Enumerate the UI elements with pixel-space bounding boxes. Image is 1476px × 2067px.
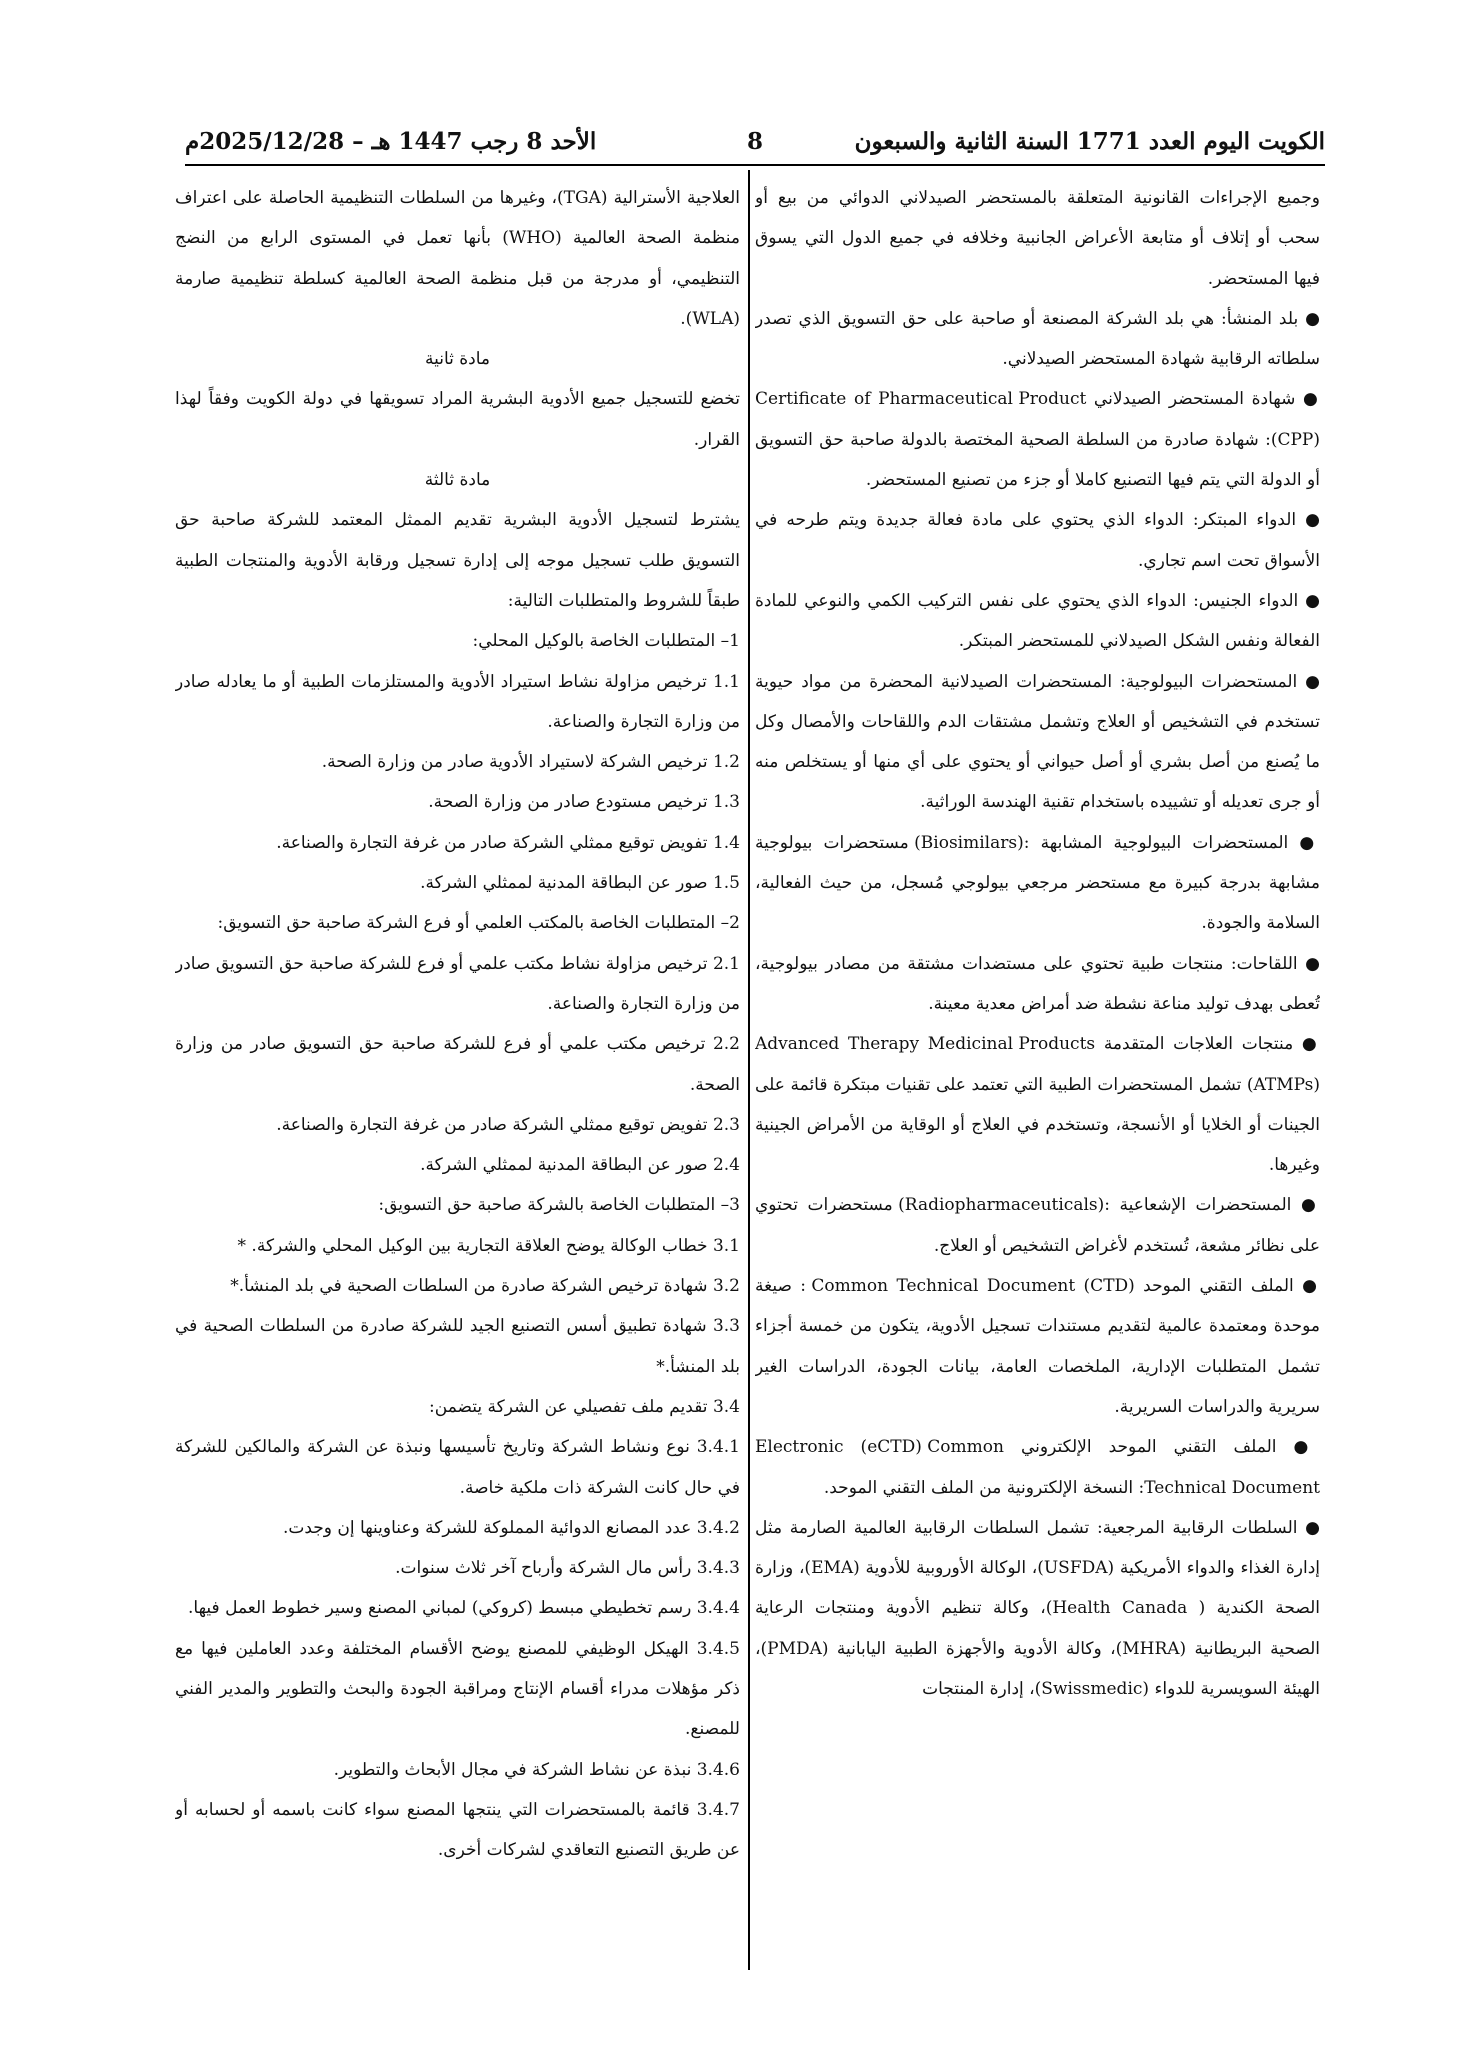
definition-item: ● المستحضرات الإشعاعية :(Radiopharmaceuticals) مستحضرات تحتوي على نظائر مشعة، تُستخدم لأغراض التشخيص أو العلاج. (755, 1195, 1320, 1256)
list-item: 1.4 تفويض توقيع ممثلي الشركة صادر من غرفة التجارة والصناعة. (276, 832, 740, 853)
list-item: 1.3 ترخيص مستودع صادر من وزارة الصحة. (428, 792, 740, 813)
list-item: 2.4 صور عن البطاقة المدنية لممثلي الشركة. (420, 1155, 740, 1176)
left-column (175, 178, 740, 1870)
list-item: 1.1 ترخيص مزاولة نشاط استيراد الأدوية والمستلزمات الطبية أو ما يعادله صادر من وزارة التجارة والصناعة. (175, 671, 740, 732)
definition-item: ● شهادة المستحضر الصيدلاني Certificate of Pharmaceutical Product (CPP): شهادة صادرة من السلطة الصحية المختصة بالدولة صاحبة حق التسويق أو الدولة التي يتم فيها التصنيع كاملا أو جزء من تصنيع المستحضر. (755, 389, 1320, 491)
header-date: الأحد 8 رجب 1447 هـ – 2025/12/28م (185, 128, 597, 155)
list-item: 3.4.1 نوع ونشاط الشركة وتاريخ تأسيسها ونبذة عن الشركة والمالكين للشركة في حال كانت الشركة ذات ملكية خاصة. (175, 1437, 740, 1498)
list-item: 3.4.6 نبذة عن نشاط الشركة في مجال الأبحاث والتطوير. (333, 1759, 740, 1780)
list-item: 3.4.4 رسم تخطيطي مبسط (كروكي) لمباني المصنع وسير خطوط العمل فيها. (188, 1598, 740, 1619)
list-item: 2.3 تفويض توقيع ممثلي الشركة صادر من غرفة التجارة والصناعة. (276, 1114, 740, 1135)
list-item: 1.2 ترخيص الشركة لاستيراد الأدوية صادر من وزارة الصحة. (321, 752, 740, 773)
definition-item: ● المستحضرات البيولوجية: المستحضرات الصيدلانية المحضرة من مواد حيوية تستخدم في التشخيص أو العلاج وتشمل مشتقات الدم واللقاحات والأمصال وكل ما يُصنع من أصل بشري أو أصل حيواني أو يحتوي على أي منها أو يستخلص منه أو جرى تعديله أو تشييده باستخدام تقنية الهندسة الوراثية. (755, 671, 1320, 813)
column-divider (748, 170, 750, 1970)
list-item: 3.4.7 قائمة بالمستحضرات التي ينتجها المصنع سواء كانت باسمه أو لحسابه أو عن طريق التصنيع التعاقدي لشركات أخرى. (175, 1799, 740, 1861)
definition-item: ● منتجات العلاجات المتقدمة Advanced Therapy Medicinal Products (ATMPs) تشمل المستحضرات الطبية التي تعتمد على تقنيات مبتكرة قائمة على الجينات أو الخلايا أو الأنسجة، وتستخدم في العلاج أو الوقاية من الأمراض الجينية وغيرها. (755, 1034, 1320, 1176)
page-header (185, 128, 1325, 166)
list-item: 3.2 شهادة ترخيص الشركة صادرة من السلطات الصحية في بلد المنشأ.* (230, 1276, 740, 1297)
list-item: 3.4 تقديم ملف تفصيلي عن الشركة يتضمن: (429, 1396, 740, 1417)
paragraph: وجميع الإجراءات القانونية المتعلقة بالمستحضر الصيدلاني الدوائي من بيع أو سحب أو إتلاف أو متابعة الأعراض الجانبية وخلافه في جميع الدول التي يسوق فيها المستحضر. (755, 188, 1320, 289)
right-column (755, 178, 1320, 1709)
header-issue-info: الكويت اليوم العدد 1771 السنة الثانية والسبعون (854, 128, 1325, 155)
article-heading: مادة ثانية (424, 349, 491, 370)
list-item: 3.1 خطاب الوكالة يوضح العلاقة التجارية بين الوكيل المحلي والشركة. * (237, 1235, 740, 1256)
list-item: 2.2 ترخيص مكتب علمي أو فرع للشركة صاحبة حق التسويق صادر من وزارة الصحة. (175, 1034, 740, 1095)
page-number: 8 (746, 128, 764, 155)
definition-item: ● اللقاحات: منتجات طبية تحتوي على مستضدات مشتقة من مصادر بيولوجية، تُعطى بهدف توليد مناعة نشطة ضد أمراض معدية معينة. (755, 953, 1320, 1014)
paragraph: العلاجية الأسترالية (TGA)، وغيرها من السلطات التنظيمية الحاصلة على اعتراف منظمة الصحة العالمية (WHO) بأنها تعمل في المستوى الرابع من النضج التنظيمي، أو مدرجة من قبل منظمة الصحة العالمية كسلطة تنظيمية صارمة (WLA). (175, 188, 740, 329)
definition-item: ● السلطات الرقابية المرجعية: تشمل السلطات الرقابية العالمية الصارمة مثل إدارة الغذاء والدواء الأمريكية (USFDA)، الوكالة الأوروبية للأدوية (EMA)، وزارة الصحة الكندية ( Health Canada)، وكالة تنظيم الأدوية ومنتجات الرعاية الصحية البريطانية (MHRA)، وكالة الأدوية والأجهزة الطبية اليابانية (PMDA)، الهيئة السويسرية للدواء (Swissmedic)، إدارة المنتجات (755, 1517, 1320, 1699)
list-item: 3.4.3 رأس مال الشركة وأرباح آخر ثلاث سنوات. (395, 1558, 740, 1579)
definition-item: ● بلد المنشأ: هي بلد الشركة المصنعة أو صاحبة على حق التسويق الذي تصدر سلطاته الرقابية شهادة المستحضر الصيدلاني. (755, 308, 1320, 370)
definition-item: ● الدواء المبتكر: الدواء الذي يحتوي على مادة فعالة جديدة ويتم طرحه في الأسواق تحت اسم تجاري. (755, 510, 1320, 571)
section-heading: 1– المتطلبات الخاصة بالوكيل المحلي: (472, 631, 740, 652)
definition-item: ● الملف التقني الموحد Common Technical Document (CTD) : صيغة موحدة ومعتمدة عالمية لتقديم مستندات تسجيل الأدوية، يتكون من خمسة أجزاء تشمل المتطلبات الإدارية، الملخصات العامة، بيانات الجودة، الدراسات الغير سريرية والدراسات السريرية. (755, 1276, 1320, 1417)
list-item: 3.4.2 عدد المصانع الدوائية المملوكة للشركة وعناوينها إن وجدت. (282, 1517, 740, 1538)
section-heading: 2– المتطلبات الخاصة بالمكتب العلمي أو فرع الشركة صاحبة حق التسويق: (217, 913, 740, 934)
list-item: 3.4.5 الهيكل الوظيفي للمصنع يوضح الأقسام المختلفة وعدد العاملين فيها مع ذكر مؤهلات مدراء أقسام الإنتاج ومراقبة الجودة والبحث والتطوير والمدير الفني للمصنع. (175, 1638, 740, 1740)
definition-item: ● الملف التقني الموحد الإلكتروني Electronic (eCTD) Common Technical Document: النسخة الإلكترونية من الملف التقني الموحد. (755, 1437, 1320, 1498)
list-item: 3.3 شهادة تطبيق أسس التصنيع الجيد للشركة صادرة من السلطات الصحية في بلد المنشأ.* (175, 1316, 740, 1377)
list-item: 1.5 صور عن البطاقة المدنية لممثلي الشركة. (420, 873, 740, 894)
definition-item: ● المستحضرات البيولوجية المشابهة :(Biosimilars) مستحضرات بيولوجية مشابهة بدرجة كبيرة مع مستحضر مرجعي بيولوجي مُسجل، من حيث الفعالية، السلامة والجودة. (755, 832, 1320, 934)
paragraph: تخضع للتسجيل جميع الأدوية البشرية المراد تسويقها في دولة الكويت وفقاً لهذا القرار. (175, 389, 740, 450)
section-heading: 3– المتطلبات الخاصة بالشركة صاحبة حق التسويق: (378, 1195, 740, 1216)
definition-item: ● الدواء الجنيس: الدواء الذي يحتوي على نفس التركيب الكمي والنوعي للمادة الفعالة ونفس الشكل الصيدلاني للمستحضر المبتكر. (755, 590, 1320, 652)
list-item: 2.1 ترخيص مزاولة نشاط مكتب علمي أو فرع للشركة صاحبة حق التسويق صادر من وزارة التجارة والصناعة. (175, 953, 740, 1014)
paragraph: يشترط لتسجيل الأدوية البشرية تقديم الممثل المعتمد للشركة صاحبة حق التسويق طلب تسجيل موجه إلى إدارة تسجيل ورقابة الأدوية والمنتجات الطبية طبقاً للشروط والمتطلبات التالية: (175, 510, 740, 611)
article-heading: مادة ثالثة (424, 470, 491, 491)
